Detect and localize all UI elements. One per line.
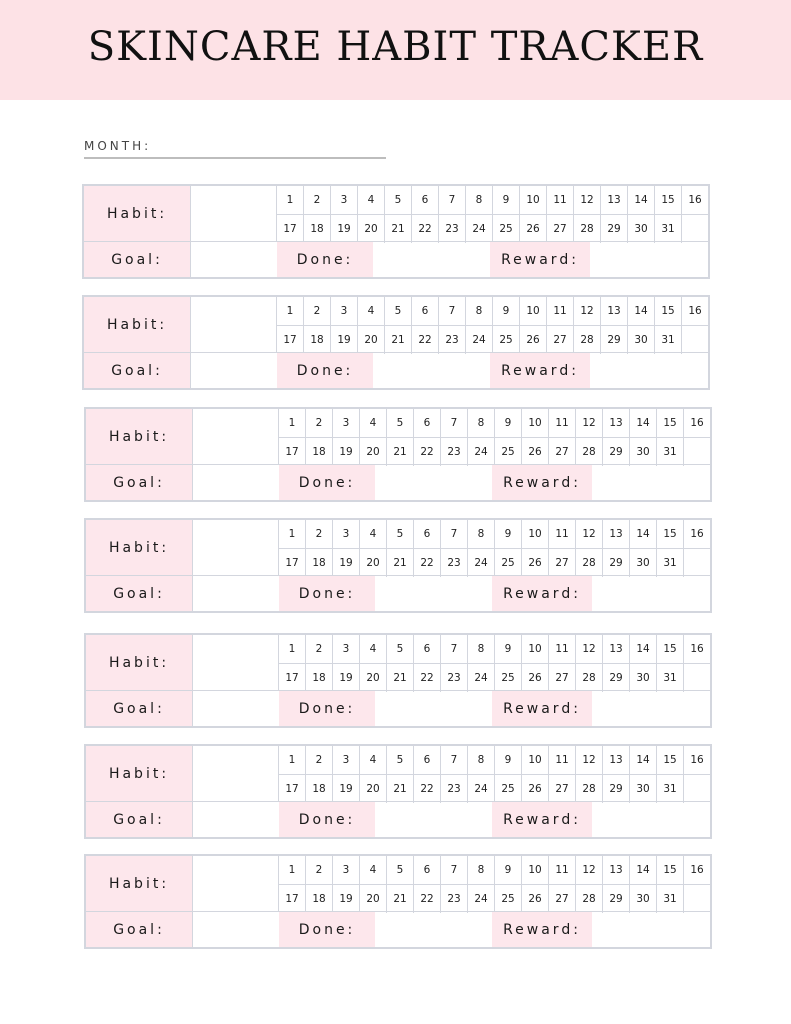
day-cell[interactable]: 20 bbox=[360, 549, 387, 577]
day-cell[interactable]: 25 bbox=[495, 885, 522, 913]
day-cell[interactable]: 30 bbox=[630, 664, 657, 692]
day-cell[interactable]: 8 bbox=[468, 856, 495, 884]
day-cell[interactable]: 20 bbox=[360, 664, 387, 692]
day-row bbox=[277, 186, 708, 214]
habit-label: Habit: bbox=[86, 746, 193, 802]
habit-name-field[interactable] bbox=[193, 520, 279, 576]
reward-label: Reward: bbox=[492, 912, 592, 947]
day-cell[interactable]: 30 bbox=[628, 326, 655, 354]
day-cell[interactable]: 1 bbox=[279, 520, 306, 548]
day-cell[interactable]: 9 bbox=[495, 746, 522, 774]
day-cell[interactable]: 29 bbox=[601, 326, 628, 354]
day-cell[interactable]: 24 bbox=[466, 326, 493, 354]
reward-label: Reward: bbox=[492, 576, 592, 611]
day-cell[interactable]: 19 bbox=[333, 549, 360, 577]
day-cell[interactable]: 24 bbox=[468, 549, 495, 577]
day-cell[interactable]: 7 bbox=[441, 520, 468, 548]
day-cell[interactable] bbox=[684, 549, 710, 577]
day-cell[interactable]: 15 bbox=[657, 856, 684, 884]
day-cell[interactable]: 1 bbox=[277, 186, 304, 214]
day-cell[interactable]: 15 bbox=[657, 746, 684, 774]
day-cell[interactable] bbox=[684, 775, 710, 803]
done-label: Done: bbox=[279, 691, 375, 726]
day-cell[interactable]: 17 bbox=[279, 664, 306, 692]
day-cell[interactable]: 16 bbox=[688, 305, 702, 317]
day-grid bbox=[277, 297, 708, 353]
habit-block bbox=[84, 854, 712, 949]
day-cell[interactable]: 25 bbox=[495, 438, 522, 466]
habit-block bbox=[84, 633, 712, 728]
day-cell[interactable]: 31 bbox=[655, 326, 682, 354]
day-cell[interactable]: 13 bbox=[603, 746, 630, 774]
day-cell[interactable]: 21 bbox=[387, 664, 414, 692]
day-cell[interactable]: 12 bbox=[576, 520, 603, 548]
day-cell[interactable]: 10 bbox=[522, 520, 549, 548]
day-cell[interactable]: 19 bbox=[331, 215, 358, 243]
day-cell[interactable]: 22 bbox=[414, 775, 441, 803]
day-cell[interactable]: 13 bbox=[603, 635, 630, 663]
day-cell[interactable]: 19 bbox=[333, 885, 360, 913]
day-cell[interactable]: 6 bbox=[414, 635, 441, 663]
day-cell[interactable]: 21 bbox=[387, 549, 414, 577]
day-cell[interactable]: 3 bbox=[333, 856, 360, 884]
day-cell[interactable]: 2 bbox=[306, 409, 333, 437]
day-cell[interactable]: 6 bbox=[414, 520, 441, 548]
habit-label: Habit: bbox=[86, 635, 193, 691]
day-cell[interactable]: 1 bbox=[279, 746, 306, 774]
day-cell[interactable]: 15 bbox=[655, 186, 682, 214]
day-cell[interactable]: 22 bbox=[414, 438, 441, 466]
day-cell[interactable]: 21 bbox=[385, 326, 412, 354]
day-cell[interactable]: 18 bbox=[306, 664, 333, 692]
day-row bbox=[279, 774, 710, 803]
day-cell[interactable]: 14 bbox=[630, 746, 657, 774]
habit-name-field[interactable] bbox=[191, 297, 277, 353]
day-cell[interactable]: 27 bbox=[549, 885, 576, 913]
day-cell[interactable]: 22 bbox=[414, 664, 441, 692]
day-cell[interactable]: 7 bbox=[439, 297, 466, 325]
day-cell[interactable]: 16 bbox=[690, 528, 704, 540]
day-cell[interactable]: 31 bbox=[657, 664, 684, 692]
day-cell[interactable]: 20 bbox=[358, 215, 385, 243]
day-cell[interactable]: 9 bbox=[495, 635, 522, 663]
day-cell[interactable]: 11 bbox=[549, 520, 576, 548]
day-cell[interactable]: 26 bbox=[522, 885, 549, 913]
day-cell[interactable]: 26 bbox=[522, 438, 549, 466]
habit-block bbox=[84, 407, 712, 502]
day-row bbox=[279, 856, 710, 884]
done-label: Done: bbox=[279, 576, 375, 611]
day-cell[interactable]: 1 bbox=[279, 635, 306, 663]
day-cell[interactable]: 17 bbox=[279, 438, 306, 466]
day-grid bbox=[279, 746, 710, 802]
day-cell[interactable]: 11 bbox=[549, 409, 576, 437]
day-cell[interactable]: 5 bbox=[387, 409, 414, 437]
reward-label: Reward: bbox=[492, 465, 592, 500]
day-cell[interactable]: 29 bbox=[601, 215, 628, 243]
goal-label: Goal: bbox=[86, 576, 193, 611]
day-cell[interactable]: 10 bbox=[520, 297, 547, 325]
day-cell[interactable]: 14 bbox=[630, 856, 657, 884]
day-cell[interactable]: 10 bbox=[522, 746, 549, 774]
day-cell[interactable]: 28 bbox=[576, 438, 603, 466]
day-cell[interactable]: 19 bbox=[331, 326, 358, 354]
day-cell[interactable]: 10 bbox=[522, 856, 549, 884]
day-cell[interactable]: 12 bbox=[576, 856, 603, 884]
day-cell[interactable]: 4 bbox=[360, 856, 387, 884]
day-cell[interactable]: 17 bbox=[279, 775, 306, 803]
day-cell[interactable]: 3 bbox=[333, 520, 360, 548]
day-grid bbox=[279, 520, 710, 576]
day-cell[interactable]: 29 bbox=[603, 664, 630, 692]
day-cell[interactable] bbox=[684, 885, 710, 913]
day-cell[interactable]: 4 bbox=[358, 297, 385, 325]
day-cell[interactable]: 28 bbox=[576, 549, 603, 577]
day-cell[interactable]: 4 bbox=[358, 186, 385, 214]
day-cell[interactable]: 31 bbox=[657, 438, 684, 466]
habit-name-field[interactable] bbox=[193, 635, 279, 691]
day-cell[interactable]: 22 bbox=[412, 215, 439, 243]
day-cell[interactable]: 15 bbox=[655, 297, 682, 325]
day-cell[interactable]: 22 bbox=[414, 549, 441, 577]
goal-label: Goal: bbox=[86, 912, 193, 947]
day-cell[interactable]: 30 bbox=[630, 438, 657, 466]
day-cell[interactable]: 24 bbox=[468, 664, 495, 692]
day-cell[interactable] bbox=[682, 215, 708, 243]
day-cell[interactable] bbox=[682, 326, 708, 354]
day-cell[interactable]: 5 bbox=[387, 520, 414, 548]
day-cell[interactable]: 8 bbox=[466, 186, 493, 214]
month-input-line[interactable] bbox=[84, 157, 386, 159]
day-cell[interactable]: 31 bbox=[657, 549, 684, 577]
day-cell[interactable]: 18 bbox=[304, 215, 331, 243]
day-cell[interactable]: 5 bbox=[385, 297, 412, 325]
day-cell[interactable]: 14 bbox=[628, 297, 655, 325]
day-cell[interactable]: 29 bbox=[603, 549, 630, 577]
day-cell[interactable]: 17 bbox=[279, 885, 306, 913]
day-cell[interactable]: 23 bbox=[441, 664, 468, 692]
day-cell[interactable]: 30 bbox=[630, 885, 657, 913]
habit-block bbox=[84, 744, 712, 839]
day-cell[interactable]: 26 bbox=[522, 664, 549, 692]
day-cell[interactable]: 25 bbox=[495, 549, 522, 577]
day-cell[interactable]: 10 bbox=[520, 186, 547, 214]
day-cell[interactable]: 13 bbox=[603, 856, 630, 884]
day-cell[interactable]: 8 bbox=[468, 520, 495, 548]
day-cell[interactable]: 16 bbox=[690, 864, 704, 876]
day-cell[interactable]: 9 bbox=[495, 520, 522, 548]
day-row bbox=[277, 325, 708, 354]
day-grid bbox=[277, 186, 708, 242]
day-cell[interactable]: 10 bbox=[522, 409, 549, 437]
day-cell[interactable]: 6 bbox=[412, 186, 439, 214]
day-cell[interactable]: 26 bbox=[522, 775, 549, 803]
day-cell[interactable]: 27 bbox=[549, 664, 576, 692]
habit-block bbox=[82, 295, 710, 390]
day-cell[interactable]: 27 bbox=[549, 438, 576, 466]
day-cell[interactable]: 8 bbox=[468, 635, 495, 663]
day-row bbox=[279, 520, 710, 548]
day-cell[interactable]: 2 bbox=[304, 297, 331, 325]
day-cell[interactable]: 1 bbox=[277, 297, 304, 325]
day-cell[interactable]: 15 bbox=[657, 520, 684, 548]
day-cell[interactable]: 1 bbox=[279, 856, 306, 884]
day-cell[interactable]: 9 bbox=[495, 856, 522, 884]
day-cell[interactable]: 16 bbox=[690, 417, 704, 429]
day-cell[interactable]: 25 bbox=[493, 326, 520, 354]
day-cell[interactable]: 12 bbox=[576, 746, 603, 774]
day-row bbox=[279, 437, 710, 466]
day-cell[interactable]: 16 bbox=[688, 194, 702, 206]
day-cell[interactable]: 3 bbox=[331, 186, 358, 214]
day-cell[interactable]: 7 bbox=[439, 186, 466, 214]
goal-label: Goal: bbox=[86, 465, 193, 500]
day-cell[interactable]: 16 bbox=[690, 643, 704, 655]
day-cell[interactable]: 3 bbox=[331, 297, 358, 325]
day-cell[interactable]: 11 bbox=[549, 746, 576, 774]
habit-block bbox=[84, 518, 712, 613]
day-cell[interactable]: 15 bbox=[657, 409, 684, 437]
day-row bbox=[279, 635, 710, 663]
day-cell[interactable]: 25 bbox=[493, 215, 520, 243]
day-cell[interactable]: 31 bbox=[657, 775, 684, 803]
day-cell[interactable]: 19 bbox=[333, 775, 360, 803]
day-cell[interactable]: 3 bbox=[333, 635, 360, 663]
day-cell[interactable]: 5 bbox=[387, 635, 414, 663]
day-cell[interactable]: 23 bbox=[441, 775, 468, 803]
habit-name-field[interactable] bbox=[193, 856, 279, 912]
day-cell[interactable]: 29 bbox=[603, 775, 630, 803]
day-cell[interactable]: 14 bbox=[630, 520, 657, 548]
day-cell[interactable]: 7 bbox=[441, 746, 468, 774]
day-cell[interactable]: 24 bbox=[466, 215, 493, 243]
day-cell[interactable]: 6 bbox=[414, 409, 441, 437]
day-cell[interactable]: 27 bbox=[549, 775, 576, 803]
day-cell[interactable]: 2 bbox=[306, 635, 333, 663]
day-row bbox=[277, 214, 708, 243]
habit-block bbox=[82, 184, 710, 279]
day-cell[interactable]: 19 bbox=[333, 664, 360, 692]
day-cell[interactable]: 23 bbox=[439, 326, 466, 354]
day-cell[interactable]: 14 bbox=[628, 186, 655, 214]
day-cell[interactable]: 12 bbox=[576, 409, 603, 437]
day-cell[interactable]: 8 bbox=[466, 297, 493, 325]
habit-label: Habit: bbox=[84, 186, 191, 242]
reward-label: Reward: bbox=[490, 242, 590, 277]
day-cell[interactable]: 23 bbox=[441, 549, 468, 577]
day-cell[interactable]: 12 bbox=[574, 186, 601, 214]
month-label: MONTH: bbox=[84, 139, 152, 153]
habit-name-field[interactable] bbox=[193, 746, 279, 802]
day-cell[interactable]: 22 bbox=[414, 885, 441, 913]
day-cell[interactable]: 28 bbox=[576, 885, 603, 913]
day-cell[interactable]: 18 bbox=[306, 885, 333, 913]
reward-label: Reward: bbox=[492, 802, 592, 837]
day-cell[interactable]: 10 bbox=[522, 635, 549, 663]
day-cell[interactable]: 31 bbox=[657, 885, 684, 913]
goal-label: Goal: bbox=[86, 802, 193, 837]
reward-label: Reward: bbox=[490, 353, 590, 388]
day-row bbox=[277, 297, 708, 325]
day-cell[interactable]: 21 bbox=[387, 438, 414, 466]
day-cell[interactable]: 26 bbox=[520, 326, 547, 354]
day-cell[interactable]: 14 bbox=[630, 409, 657, 437]
day-cell[interactable]: 9 bbox=[493, 297, 520, 325]
day-cell[interactable]: 4 bbox=[360, 746, 387, 774]
day-cell[interactable]: 27 bbox=[549, 549, 576, 577]
day-cell[interactable]: 30 bbox=[630, 775, 657, 803]
day-cell[interactable]: 29 bbox=[603, 885, 630, 913]
day-cell[interactable]: 8 bbox=[468, 746, 495, 774]
day-cell[interactable]: 30 bbox=[630, 549, 657, 577]
day-cell[interactable]: 18 bbox=[306, 438, 333, 466]
day-cell[interactable]: 24 bbox=[468, 775, 495, 803]
page-title: SKINCARE HABIT TRACKER bbox=[87, 24, 704, 70]
day-row bbox=[279, 663, 710, 692]
day-cell[interactable]: 3 bbox=[333, 409, 360, 437]
goal-label: Goal: bbox=[84, 353, 191, 388]
day-cell[interactable] bbox=[684, 664, 710, 692]
day-cell[interactable]: 4 bbox=[360, 635, 387, 663]
day-row bbox=[279, 884, 710, 913]
reward-label: Reward: bbox=[492, 691, 592, 726]
day-cell[interactable]: 23 bbox=[441, 438, 468, 466]
day-cell[interactable]: 9 bbox=[493, 186, 520, 214]
day-cell[interactable]: 14 bbox=[630, 635, 657, 663]
day-cell[interactable]: 20 bbox=[360, 885, 387, 913]
day-cell[interactable]: 31 bbox=[655, 215, 682, 243]
day-cell[interactable]: 12 bbox=[574, 297, 601, 325]
day-cell[interactable]: 16 bbox=[690, 754, 704, 766]
day-cell[interactable]: 3 bbox=[333, 746, 360, 774]
day-cell[interactable]: 28 bbox=[576, 664, 603, 692]
day-cell[interactable]: 12 bbox=[576, 635, 603, 663]
habit-label: Habit: bbox=[84, 297, 191, 353]
day-cell[interactable]: 25 bbox=[495, 664, 522, 692]
day-cell[interactable]: 13 bbox=[601, 297, 628, 325]
done-label: Done: bbox=[279, 912, 375, 947]
goal-label: Goal: bbox=[86, 691, 193, 726]
day-cell[interactable]: 27 bbox=[547, 326, 574, 354]
day-cell[interactable]: 11 bbox=[549, 856, 576, 884]
day-cell[interactable] bbox=[684, 438, 710, 466]
day-cell[interactable]: 11 bbox=[549, 635, 576, 663]
done-label: Done: bbox=[279, 465, 375, 500]
day-cell[interactable]: 24 bbox=[468, 438, 495, 466]
day-grid bbox=[279, 856, 710, 912]
day-cell[interactable]: 17 bbox=[277, 215, 304, 243]
day-cell[interactable]: 11 bbox=[547, 186, 574, 214]
day-cell[interactable]: 9 bbox=[495, 409, 522, 437]
day-cell[interactable]: 6 bbox=[412, 297, 439, 325]
day-cell[interactable]: 25 bbox=[495, 775, 522, 803]
day-cell[interactable]: 11 bbox=[547, 297, 574, 325]
done-label: Done: bbox=[277, 242, 373, 277]
done-label: Done: bbox=[277, 353, 373, 388]
day-cell[interactable]: 5 bbox=[387, 856, 414, 884]
day-cell[interactable]: 20 bbox=[360, 775, 387, 803]
done-label: Done: bbox=[279, 802, 375, 837]
day-cell[interactable]: 15 bbox=[657, 635, 684, 663]
day-cell[interactable]: 28 bbox=[574, 215, 601, 243]
day-row bbox=[279, 548, 710, 577]
day-cell[interactable]: 17 bbox=[277, 326, 304, 354]
day-cell[interactable]: 26 bbox=[522, 549, 549, 577]
day-cell[interactable]: 4 bbox=[360, 520, 387, 548]
day-cell[interactable]: 5 bbox=[385, 186, 412, 214]
day-cell[interactable]: 8 bbox=[468, 409, 495, 437]
day-cell[interactable]: 2 bbox=[306, 746, 333, 774]
day-cell[interactable]: 5 bbox=[387, 746, 414, 774]
day-cell[interactable]: 28 bbox=[574, 326, 601, 354]
day-cell[interactable]: 13 bbox=[603, 520, 630, 548]
day-cell[interactable]: 24 bbox=[468, 885, 495, 913]
day-row bbox=[279, 409, 710, 437]
day-cell[interactable]: 21 bbox=[387, 775, 414, 803]
habit-label: Habit: bbox=[86, 520, 193, 576]
day-cell[interactable]: 22 bbox=[412, 326, 439, 354]
habit-name-field[interactable] bbox=[191, 186, 277, 242]
day-cell[interactable]: 17 bbox=[279, 549, 306, 577]
day-cell[interactable]: 1 bbox=[279, 409, 306, 437]
day-cell[interactable]: 21 bbox=[385, 215, 412, 243]
day-cell[interactable]: 20 bbox=[360, 438, 387, 466]
habit-label: Habit: bbox=[86, 409, 193, 465]
day-cell[interactable]: 19 bbox=[333, 438, 360, 466]
day-cell[interactable]: 6 bbox=[414, 856, 441, 884]
day-cell[interactable]: 13 bbox=[603, 409, 630, 437]
day-cell[interactable]: 2 bbox=[304, 186, 331, 214]
day-grid bbox=[279, 409, 710, 465]
day-cell[interactable]: 6 bbox=[414, 746, 441, 774]
day-cell[interactable]: 23 bbox=[439, 215, 466, 243]
day-cell[interactable]: 2 bbox=[306, 856, 333, 884]
day-cell[interactable]: 18 bbox=[306, 775, 333, 803]
day-cell[interactable]: 27 bbox=[547, 215, 574, 243]
day-cell[interactable]: 7 bbox=[441, 856, 468, 884]
day-cell[interactable]: 7 bbox=[441, 635, 468, 663]
day-cell[interactable]: 21 bbox=[387, 885, 414, 913]
habit-name-field[interactable] bbox=[193, 409, 279, 465]
day-cell[interactable]: 20 bbox=[358, 326, 385, 354]
habit-label: Habit: bbox=[86, 856, 193, 912]
day-row bbox=[279, 746, 710, 774]
day-cell[interactable]: 18 bbox=[304, 326, 331, 354]
day-cell[interactable]: 7 bbox=[441, 409, 468, 437]
day-cell[interactable]: 23 bbox=[441, 885, 468, 913]
goal-label: Goal: bbox=[84, 242, 191, 277]
day-cell[interactable]: 4 bbox=[360, 409, 387, 437]
day-cell[interactable]: 30 bbox=[628, 215, 655, 243]
day-cell[interactable]: 26 bbox=[520, 215, 547, 243]
day-grid bbox=[279, 635, 710, 691]
day-cell[interactable]: 13 bbox=[601, 186, 628, 214]
header-banner bbox=[0, 0, 791, 100]
day-cell[interactable]: 2 bbox=[306, 520, 333, 548]
day-cell[interactable]: 18 bbox=[306, 549, 333, 577]
day-cell[interactable]: 28 bbox=[576, 775, 603, 803]
day-cell[interactable]: 29 bbox=[603, 438, 630, 466]
